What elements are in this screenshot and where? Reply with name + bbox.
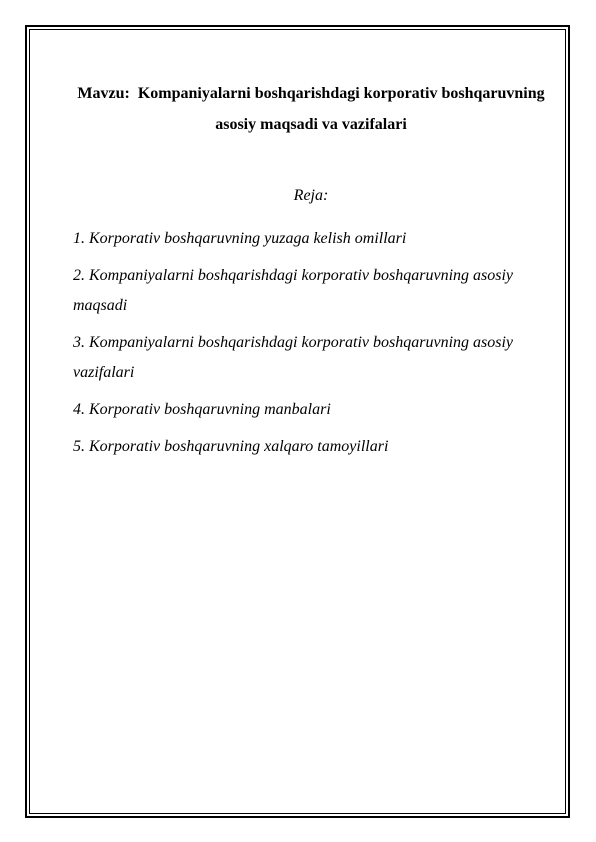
plan-item: 5. Korporativ boshqaruvning xalqaro tamoyillari <box>73 438 389 455</box>
plan-item: 2. Kompaniyalarni boshqarishdagi korporativ boshqaruvning asosiy maqsadi <box>73 267 514 314</box>
plan-item: 4. Korporativ boshqaruvning manbalari <box>73 401 331 418</box>
plan-item: 1. Korporativ boshqaruvning yuzaga kelish omillari <box>73 230 407 247</box>
plan-list <box>73 224 543 469</box>
document-title: Mavzu: Kompaniyalarni boshqarishdagi korporativ boshqaruvning asosiy maqsadi va vazifalari <box>77 85 549 133</box>
plan-heading: Reja: <box>293 187 329 204</box>
plan-item: 3. Kompaniyalarni boshqarishdagi korporativ boshqaruvning asosiy vazifalari <box>73 334 514 381</box>
